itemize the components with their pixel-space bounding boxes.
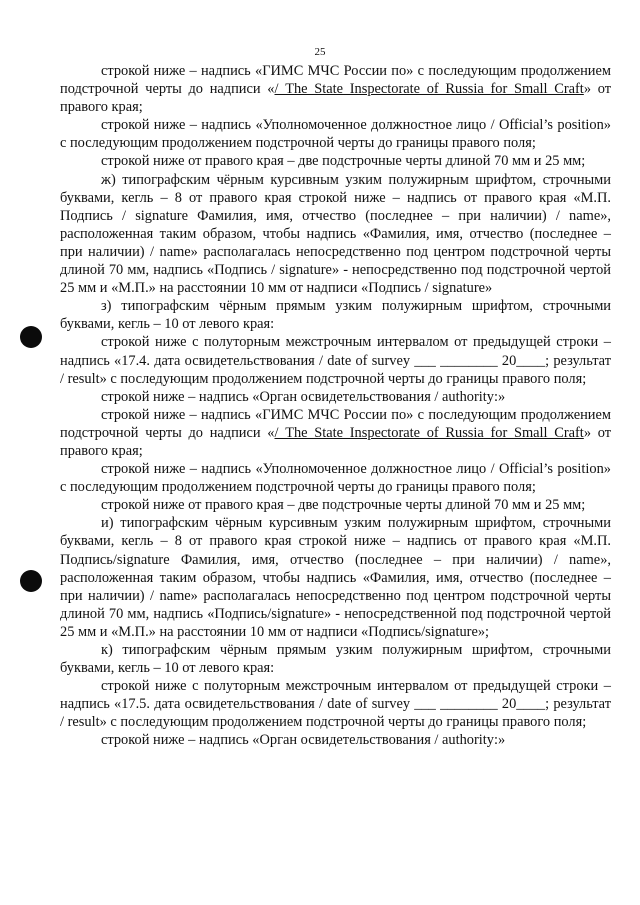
page-number: 25 [314,46,326,58]
paragraph-authority-1: строкой ниже – надпись «Орган освидетельствования / authority:» [101,388,506,405]
paragraph-item-k: к) типографским чёрным прямым узким полужирным шрифтом, строчными буквами, кегль – 10 от левого края: [60,642,611,677]
document-body [60,62,611,750]
paragraph-gims-line-1: строкой ниже – надпись «ГИМС МЧС России по» с последующим продолжением подстрочной черты до надписи «/ The State Inspectorate of Russia for Small Craft» от правого края; [60,63,611,116]
paragraph-two-lines-1: строкой ниже от правого края – две подстрочные черты длиной 70 мм и 25 мм; [101,153,586,170]
paragraph-official-position-2: строкой ниже – надпись «Уполномоченное должностное лицо / Official’s position» с последующим продолжением подстрочной черты до границы правого поля; [60,461,611,496]
punch-hole-bottom [20,570,42,592]
inspectorate-text: / The State Inspectorate of Russia for Small Craft [274,81,584,98]
paragraph-two-lines-2: строкой ниже от правого края – две подстрочные черты длиной 70 мм и 25 мм; [101,497,586,514]
paragraph-item-i: и) типографским чёрным курсивным узким полужирным шрифтом, строчными буквами, кегль – 8 от правого края строкой ниже – надпись от правого края «М.П. Подпись/signature Фамилия, имя, отчество (последнее – при наличии) / name», расположенная таким образом, чтобы надпись «Фамилия, имя, отчество (последнее – при наличии) / name» располагалась непосредственно под центром подстрочной черты длиной 70 мм, надпись «Подпись/signature» - непосредственной под подстрочной чертой 25 мм и «М.П.» на расстоянии 10 мм от надписи «Подпись/signature»; [60,515,611,640]
paragraph-item-zh: ж) типографским чёрным курсивным узким полужирным шрифтом, строчными буквами, кегль – 8 от правого края строкой ниже – надпись от правого края «М.П. Подпись / signature Фамилия, имя, отчество (последнее – при наличии) / name», расположенная таким образом, чтобы надпись «Фамилия, имя, отчество (последнее – при наличии) / name» располагалась непосредственно под центром подстрочной черты длиной 70 мм, надпись «Подпись / signature» - непосредственно под подстрочной чертой 25 мм и «М.П.» на расстоянии 10 мм от надписи «Подпись / signature» [60,171,611,297]
paragraph-official-position-1: строкой ниже – надпись «Уполномоченное должностное лицо / Official’s position» с последующим продолжением подстрочной черты до границы правого поля; [60,117,611,152]
paragraph-authority-2: строкой ниже – надпись «Орган освидетельствования / authority:» [101,732,506,749]
paragraph-survey-17-4: строкой ниже с полуторным межстрочным интервалом от предыдущей строки – надпись «17.4. дата освидетельствования / date of survey ___ ________ 20____; результат / result» с последующим продолжением подстрочной черты до границы правого поля; [60,334,611,387]
inspectorate-text: / The State Inspectorate of Russia for Small Craft [274,424,584,441]
punch-hole-top [20,326,42,348]
paragraph-item-z: з) типографским чёрным прямым узким полужирным шрифтом, строчными буквами, кегль – 10 от левого края: [60,298,611,333]
paragraph-gims-line-2: строкой ниже – надпись «ГИМС МЧС России по» с последующим продолжением подстрочной черты до надписи «/ The State Inspectorate of Russia for Small Craft» от правого края; [60,406,611,459]
paragraph-survey-17-5: строкой ниже с полуторным межстрочным интервалом от предыдущей строки – надпись «17.5. дата освидетельствования / date of survey ___ ________ 20____; результат / result» с последующим продолжением подстрочной черты до границы правого поля; [60,678,611,731]
